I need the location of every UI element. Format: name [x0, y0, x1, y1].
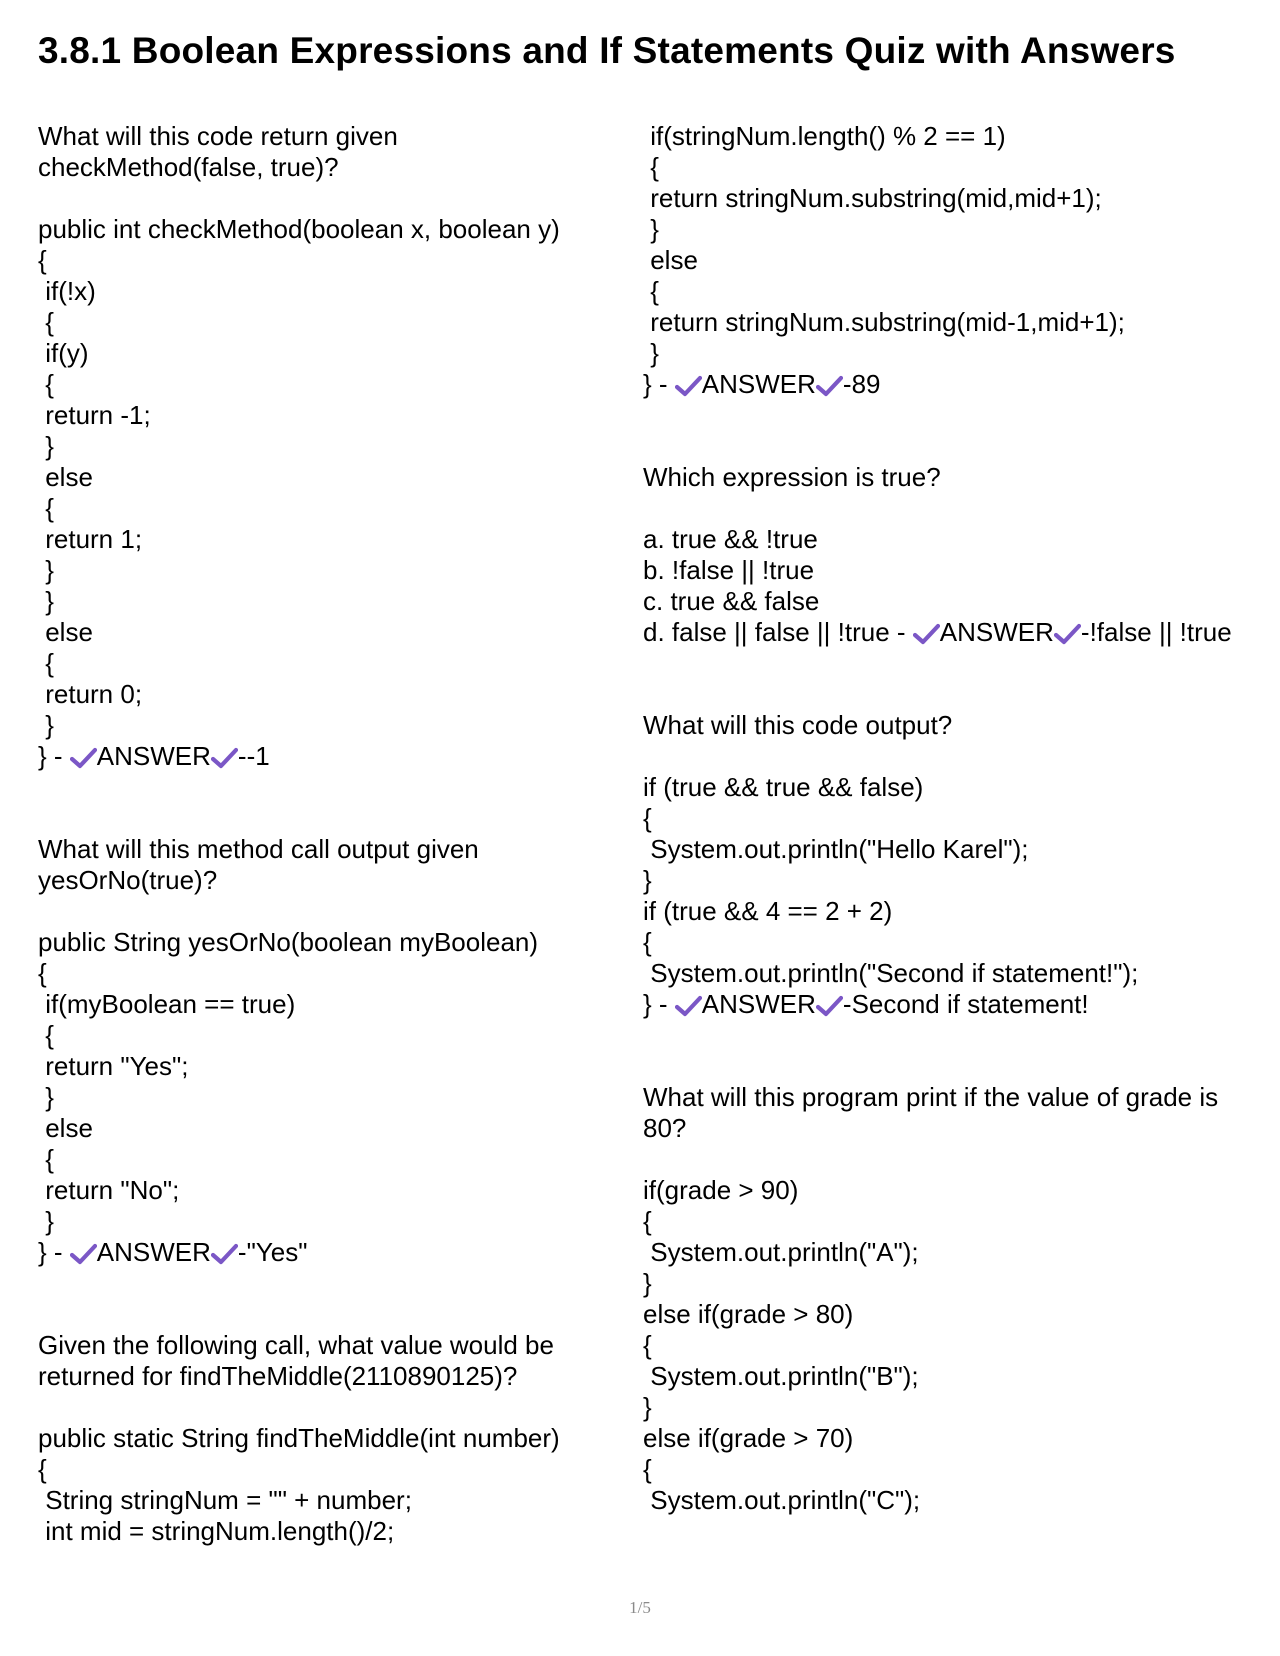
text-line: }: [38, 586, 54, 616]
text-line: System.out.println("Second if statement!");: [643, 958, 1139, 988]
spacer: [38, 772, 598, 803]
checkmark-icon: [675, 375, 702, 397]
text-line: if (true && 4 == 2 + 2): [643, 896, 893, 926]
spacer: [643, 648, 1233, 679]
text-line: }: [643, 214, 659, 244]
text-line: }: [38, 710, 54, 740]
text-line: if(myBoolean == true): [38, 989, 296, 1019]
text-line: else if(grade > 70): [643, 1423, 854, 1453]
text-line: b. !false || !true: [643, 555, 815, 585]
text-line: c. true && false: [643, 586, 820, 616]
text-line: System.out.println("B");: [643, 1361, 919, 1391]
answer-value: -!false || !true: [1080, 617, 1232, 647]
spacer: [643, 493, 1233, 524]
text-line: else: [38, 617, 93, 647]
answer-label: ANSWER: [701, 989, 816, 1019]
checkmark-icon: [70, 747, 97, 769]
text-line: {: [38, 1144, 54, 1174]
text-line: else: [38, 462, 93, 492]
answer-line: [643, 617, 1233, 648]
text-line: String stringNum = "" + number;: [38, 1485, 412, 1515]
right-column: [643, 121, 1233, 1516]
answer-prefix: } -: [643, 369, 675, 399]
text-line: }: [38, 1082, 54, 1112]
text-line: What will this method call output given yesOrNo(true)?: [38, 834, 479, 895]
text-line: {: [643, 1206, 652, 1236]
text-line: else: [643, 245, 698, 275]
text-line: System.out.println("A");: [643, 1237, 919, 1267]
text-line: return 0;: [38, 679, 143, 709]
checkmark-icon: [913, 623, 940, 645]
answer-label: ANSWER: [939, 617, 1054, 647]
text-line: return -1;: [38, 400, 151, 430]
text-line: {: [643, 276, 659, 306]
answer-label: ANSWER: [96, 1237, 211, 1267]
document-title: 3.8.1 Boolean Expressions and If Statements Quiz with Answers: [38, 30, 1176, 71]
text-line: return "No";: [38, 1175, 180, 1205]
checkmark-icon: [675, 995, 702, 1017]
checkmark-icon: [211, 747, 238, 769]
text-line: {: [38, 1454, 47, 1484]
text-line: {: [38, 1020, 54, 1050]
spacer: [643, 741, 1233, 772]
text-line: if(grade > 90): [643, 1175, 799, 1205]
answer-line: [38, 741, 598, 772]
answer-label: ANSWER: [96, 741, 211, 771]
text-line: {: [643, 803, 652, 833]
text-line: public static String findTheMiddle(int number): [38, 1423, 560, 1453]
answer-value: --1: [237, 741, 270, 771]
text-line: return stringNum.substring(mid,mid+1);: [643, 183, 1102, 213]
text-line: What will this program print if the value of grade is 80?: [643, 1082, 1219, 1143]
checkmark-icon: [1054, 623, 1081, 645]
spacer: [38, 896, 598, 927]
text-line: return "Yes";: [38, 1051, 189, 1081]
spacer: [643, 431, 1233, 462]
text-line: else: [38, 1113, 93, 1143]
spacer: [38, 1392, 598, 1423]
spacer: [643, 679, 1233, 710]
text-line: }: [643, 1268, 652, 1298]
answer-value: -Second if statement!: [842, 989, 1089, 1019]
text-line: {: [38, 369, 54, 399]
text-line: public String yesOrNo(boolean myBoolean): [38, 927, 539, 957]
text-line: }: [38, 431, 54, 461]
text-line: }: [643, 865, 652, 895]
text-line: {: [643, 1454, 652, 1484]
answer-prefix: } -: [38, 741, 70, 771]
answer-line: [38, 1237, 598, 1268]
text-line: Given the following call, what value would be returned for findTheMiddle(2110890125)?: [38, 1330, 554, 1391]
text-line: What will this code output?: [643, 710, 953, 740]
text-line: if(y): [38, 338, 89, 368]
checkmark-icon: [816, 995, 843, 1017]
left-column: [38, 121, 598, 1547]
answer-prefix: d. false || false || !true -: [643, 617, 913, 647]
text-line: {: [38, 958, 47, 988]
spacer: [38, 803, 598, 834]
checkmark-icon: [816, 375, 843, 397]
page-number: 1/5: [629, 1598, 651, 1617]
text-line: if(!x): [38, 276, 96, 306]
text-line: }: [38, 555, 54, 585]
text-line: {: [643, 927, 652, 957]
text-line: What will this code return given checkMethod(false, true)?: [38, 121, 398, 182]
text-line: return stringNum.substring(mid-1,mid+1);: [643, 307, 1125, 337]
text-line: public int checkMethod(boolean x, boolean y): [38, 214, 560, 244]
text-line: {: [38, 245, 47, 275]
text-line: System.out.println("C");: [643, 1485, 921, 1515]
text-line: System.out.println("Hello Karel");: [643, 834, 1029, 864]
spacer: [38, 1299, 598, 1330]
text-line: {: [38, 307, 54, 337]
answer-prefix: } -: [38, 1237, 70, 1267]
spacer: [643, 400, 1233, 431]
text-line: {: [643, 1330, 652, 1360]
answer-value: -89: [842, 369, 881, 399]
text-line: Which expression is true?: [643, 462, 941, 492]
text-line: {: [643, 152, 659, 182]
answer-value: -"Yes": [237, 1237, 308, 1267]
checkmark-icon: [211, 1243, 238, 1265]
text-line: else if(grade > 80): [643, 1299, 854, 1329]
spacer: [38, 1268, 598, 1299]
spacer: [643, 1051, 1233, 1082]
text-line: {: [38, 648, 54, 678]
answer-line: [643, 369, 1233, 400]
text-line: a. true && !true: [643, 524, 818, 554]
text-line: }: [38, 1206, 54, 1236]
answer-prefix: } -: [643, 989, 675, 1019]
text-line: return 1;: [38, 524, 143, 554]
text-line: }: [643, 1392, 652, 1422]
answer-line: [643, 989, 1233, 1020]
text-line: {: [38, 493, 54, 523]
checkmark-icon: [70, 1243, 97, 1265]
spacer: [38, 183, 598, 214]
spacer: [643, 1144, 1233, 1175]
text-line: if(stringNum.length() % 2 == 1): [643, 121, 1006, 151]
answer-label: ANSWER: [701, 369, 816, 399]
spacer: [643, 1020, 1233, 1051]
text-line: int mid = stringNum.length()/2;: [38, 1516, 395, 1546]
text-line: if (true && true && false): [643, 772, 924, 802]
text-line: }: [643, 338, 659, 368]
